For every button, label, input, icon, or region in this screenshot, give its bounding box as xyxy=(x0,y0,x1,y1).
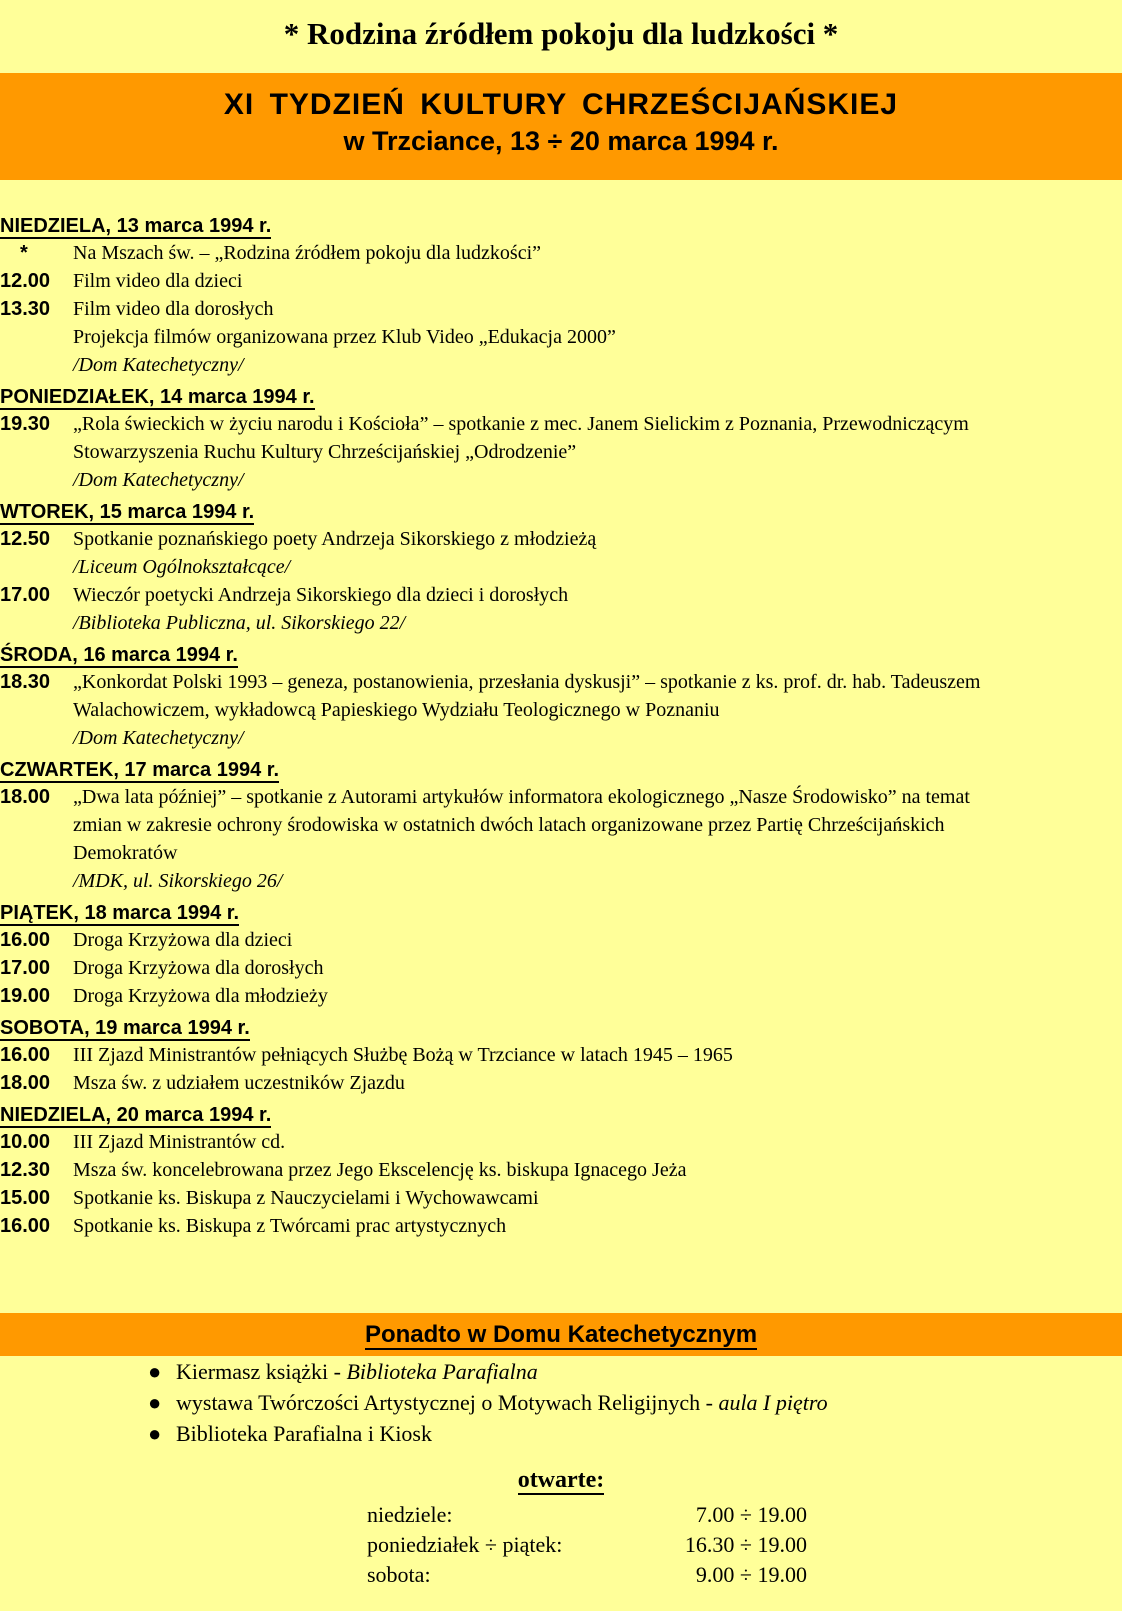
page-subtitle: w Trzciance, 13 ÷ 20 marca 1994 r. xyxy=(343,126,779,156)
event-description xyxy=(73,982,1122,1010)
event-time: * xyxy=(20,242,28,264)
event-description xyxy=(73,239,1122,267)
day-heading-text: ŚRODA, 16 marca 1994 r. xyxy=(0,644,238,666)
event-row xyxy=(0,668,1122,752)
event-row xyxy=(0,926,1122,954)
extras-item-place: aula I piętro xyxy=(718,1390,828,1415)
day-heading-text: CZWARTEK, 17 marca 1994 r. xyxy=(0,759,280,781)
event-time: 18.30 xyxy=(0,671,51,693)
event-description xyxy=(73,1156,1122,1184)
event-time: 17.00 xyxy=(0,957,51,979)
page-title: XI TYDZIEŃ KULTURY CHRZEŚCIJAŃSKIEJ xyxy=(223,88,899,121)
event-text: „Konkordat Polski 1993 – geneza, postanowienia, przesłania dyskusji” – spotkanie z ks. prof. dr. hab. Tadeuszem xyxy=(73,671,981,693)
day-heading xyxy=(0,642,1122,668)
extras-item xyxy=(148,1418,828,1449)
event-time: 12.00 xyxy=(0,270,51,292)
day-heading xyxy=(0,213,1122,239)
event-text: Walachowiczem, wykładowcą Papieskiego Wydziału Teologicznego w Poznaniu xyxy=(73,699,720,721)
event-text: Msza św. z udziałem uczestników Zjazdu xyxy=(73,1072,405,1094)
event-description xyxy=(73,581,1122,637)
event-location: /Dom Katechetyczny/ xyxy=(73,469,244,491)
event-description xyxy=(73,1128,1122,1156)
event-description xyxy=(73,525,1122,581)
event-time: 13.30 xyxy=(0,298,51,320)
event-time: 15.00 xyxy=(0,1187,51,1209)
event-time: 19.30 xyxy=(0,413,51,435)
event-text: Droga Krzyżowa dla dzieci xyxy=(73,929,293,951)
event-time: 18.00 xyxy=(0,786,51,808)
event-description xyxy=(73,954,1122,982)
event-text: Film video dla dorosłych xyxy=(73,298,274,320)
event-row xyxy=(0,525,1122,581)
event-row xyxy=(0,982,1122,1010)
bullet-icon: ● xyxy=(148,1390,162,1415)
day-heading-text: PONIEDZIAŁEK, 14 marca 1994 r. xyxy=(0,386,315,408)
event-description xyxy=(73,1184,1122,1212)
extras-item-place: Biblioteka Parafialna xyxy=(346,1359,538,1384)
event-location: /Biblioteka Publiczna, ul. Sikorskiego 22/ xyxy=(73,612,406,634)
day-heading-text: PIĄTEK, 18 marca 1994 r. xyxy=(0,902,240,924)
hours-value: 16.30 ÷ 19.00 xyxy=(684,1532,807,1557)
day-heading-text: NIEDZIELA, 20 marca 1994 r. xyxy=(0,1104,272,1126)
event-text: Spotkanie ks. Biskupa z Nauczycielami i Wychowawcami xyxy=(73,1187,539,1209)
hours-label: poniedziałek ÷ piątek: xyxy=(367,1532,563,1557)
event-text: Demokratów xyxy=(73,842,178,864)
extras-list xyxy=(148,1356,828,1449)
title-banner xyxy=(0,73,1122,180)
event-text: Stowarzyszenia Ruchu Kultury Chrześcijańskiej „Odrodzenie” xyxy=(73,441,577,463)
event-description xyxy=(73,1041,1122,1069)
event-text: Msza św. koncelebrowana przez Jego Ekscelencję ks. biskupa Ignacego Jeża xyxy=(73,1159,687,1181)
event-row xyxy=(0,1212,1122,1240)
event-row xyxy=(0,954,1122,982)
event-row xyxy=(0,1041,1122,1069)
opening-hours xyxy=(367,1500,807,1590)
day-heading xyxy=(0,1015,1122,1041)
event-row xyxy=(0,1128,1122,1156)
event-row xyxy=(0,267,1122,295)
event-description xyxy=(73,783,1122,895)
extras-item-text: wystawa Twórczości Artystycznej o Motywach Religijnych - xyxy=(176,1390,719,1415)
event-time: 19.00 xyxy=(0,985,51,1007)
event-text: „Dwa lata później” – spotkanie z Autorami artykułów informatora ekologicznego „Nasze Środowisko” na temat xyxy=(73,786,970,808)
event-text: Spotkanie ks. Biskupa z Twórcami prac artystycznych xyxy=(73,1215,507,1237)
extras-item-text: Kiermasz książki - xyxy=(176,1359,347,1384)
event-row xyxy=(0,581,1122,637)
hours-row xyxy=(367,1530,807,1560)
event-row xyxy=(0,1156,1122,1184)
opening-title xyxy=(0,1467,1122,1494)
event-location: /MDK, ul. Sikorskiego 26/ xyxy=(73,870,283,892)
event-text: Na Mszach św. – „Rodzina źródłem pokoju dla ludzkości” xyxy=(73,242,542,264)
event-time: 18.00 xyxy=(0,1072,51,1094)
opening-title-text: otwarte: xyxy=(517,1467,605,1493)
event-text: Droga Krzyżowa dla dorosłych xyxy=(73,957,324,979)
event-description xyxy=(73,295,1122,379)
event-time: 16.00 xyxy=(0,1215,51,1237)
day-heading xyxy=(0,900,1122,926)
event-description xyxy=(73,668,1122,752)
day-heading xyxy=(0,384,1122,410)
event-description xyxy=(73,410,1122,494)
event-text: Wieczór poetycki Andrzeja Sikorskiego dla dzieci i dorosłych xyxy=(73,584,569,606)
event-description xyxy=(73,1069,1122,1097)
schedule xyxy=(0,213,1122,1240)
motto: * Rodzina źródłem pokoju dla ludzkości * xyxy=(283,16,839,51)
event-description xyxy=(73,926,1122,954)
event-location: /Dom Katechetyczny/ xyxy=(73,354,244,376)
event-time: 17.00 xyxy=(0,584,51,606)
day-heading xyxy=(0,757,1122,783)
hours-value: 9.00 ÷ 19.00 xyxy=(695,1562,807,1587)
event-row xyxy=(0,1184,1122,1212)
day-heading xyxy=(0,499,1122,525)
day-heading-text: SOBOTA, 19 marca 1994 r. xyxy=(0,1017,250,1039)
hours-row xyxy=(367,1560,807,1590)
bullet-icon: ● xyxy=(148,1359,162,1384)
extras-banner xyxy=(0,1313,1122,1356)
day-heading xyxy=(0,1102,1122,1128)
event-location: /Dom Katechetyczny/ xyxy=(73,727,244,749)
event-description xyxy=(73,1212,1122,1240)
event-row xyxy=(0,1069,1122,1097)
event-description xyxy=(73,267,1122,295)
event-text: „Rola świeckich w życiu narodu i Kościoła” – spotkanie z mec. Janem Sielickim z Poznania, Przewodniczącym xyxy=(73,413,969,435)
event-text: Projekcja filmów organizowana przez Klub Video „Edukacja 2000” xyxy=(73,326,616,348)
event-row xyxy=(0,783,1122,895)
event-row xyxy=(0,410,1122,494)
event-text: zmian w zakresie ochrony środowiska w ostatnich dwóch latach organizowane przez Partię Chrześcijańskich xyxy=(73,814,945,836)
event-time: 12.50 xyxy=(0,528,51,550)
extras-item xyxy=(148,1387,828,1418)
event-row xyxy=(0,239,1122,267)
event-time: 12.30 xyxy=(0,1159,51,1181)
extras-item-text: Biblioteka Parafialna i Kiosk xyxy=(176,1421,432,1446)
event-text: III Zjazd Ministrantów pełniących Służbę Bożą w Trzciance w latach 1945 – 1965 xyxy=(73,1044,733,1066)
day-heading-text: WTOREK, 15 marca 1994 r. xyxy=(0,501,255,523)
event-time: 10.00 xyxy=(0,1131,51,1153)
day-heading-text: NIEDZIELA, 13 marca 1994 r. xyxy=(0,215,272,237)
hours-label: niedziele: xyxy=(367,1502,453,1527)
extras-item xyxy=(148,1356,828,1387)
event-text: Film video dla dzieci xyxy=(73,270,243,292)
hours-value: 7.00 ÷ 19.00 xyxy=(695,1502,807,1527)
event-text: Droga Krzyżowa dla młodzieży xyxy=(73,985,328,1007)
extras-title: Ponadto w Domu Katechetycznym xyxy=(364,1321,758,1348)
event-location: /Liceum Ogólnokształcące/ xyxy=(73,556,291,578)
hours-label: sobota: xyxy=(367,1562,431,1587)
bullet-icon: ● xyxy=(148,1421,162,1446)
event-text: Spotkanie poznańskiego poety Andrzeja Sikorskiego z młodzieżą xyxy=(73,528,597,550)
hours-row xyxy=(367,1500,807,1530)
event-row xyxy=(0,295,1122,379)
event-text: III Zjazd Ministrantów cd. xyxy=(73,1131,286,1153)
event-time: 16.00 xyxy=(0,1044,51,1066)
event-time: 16.00 xyxy=(0,929,51,951)
